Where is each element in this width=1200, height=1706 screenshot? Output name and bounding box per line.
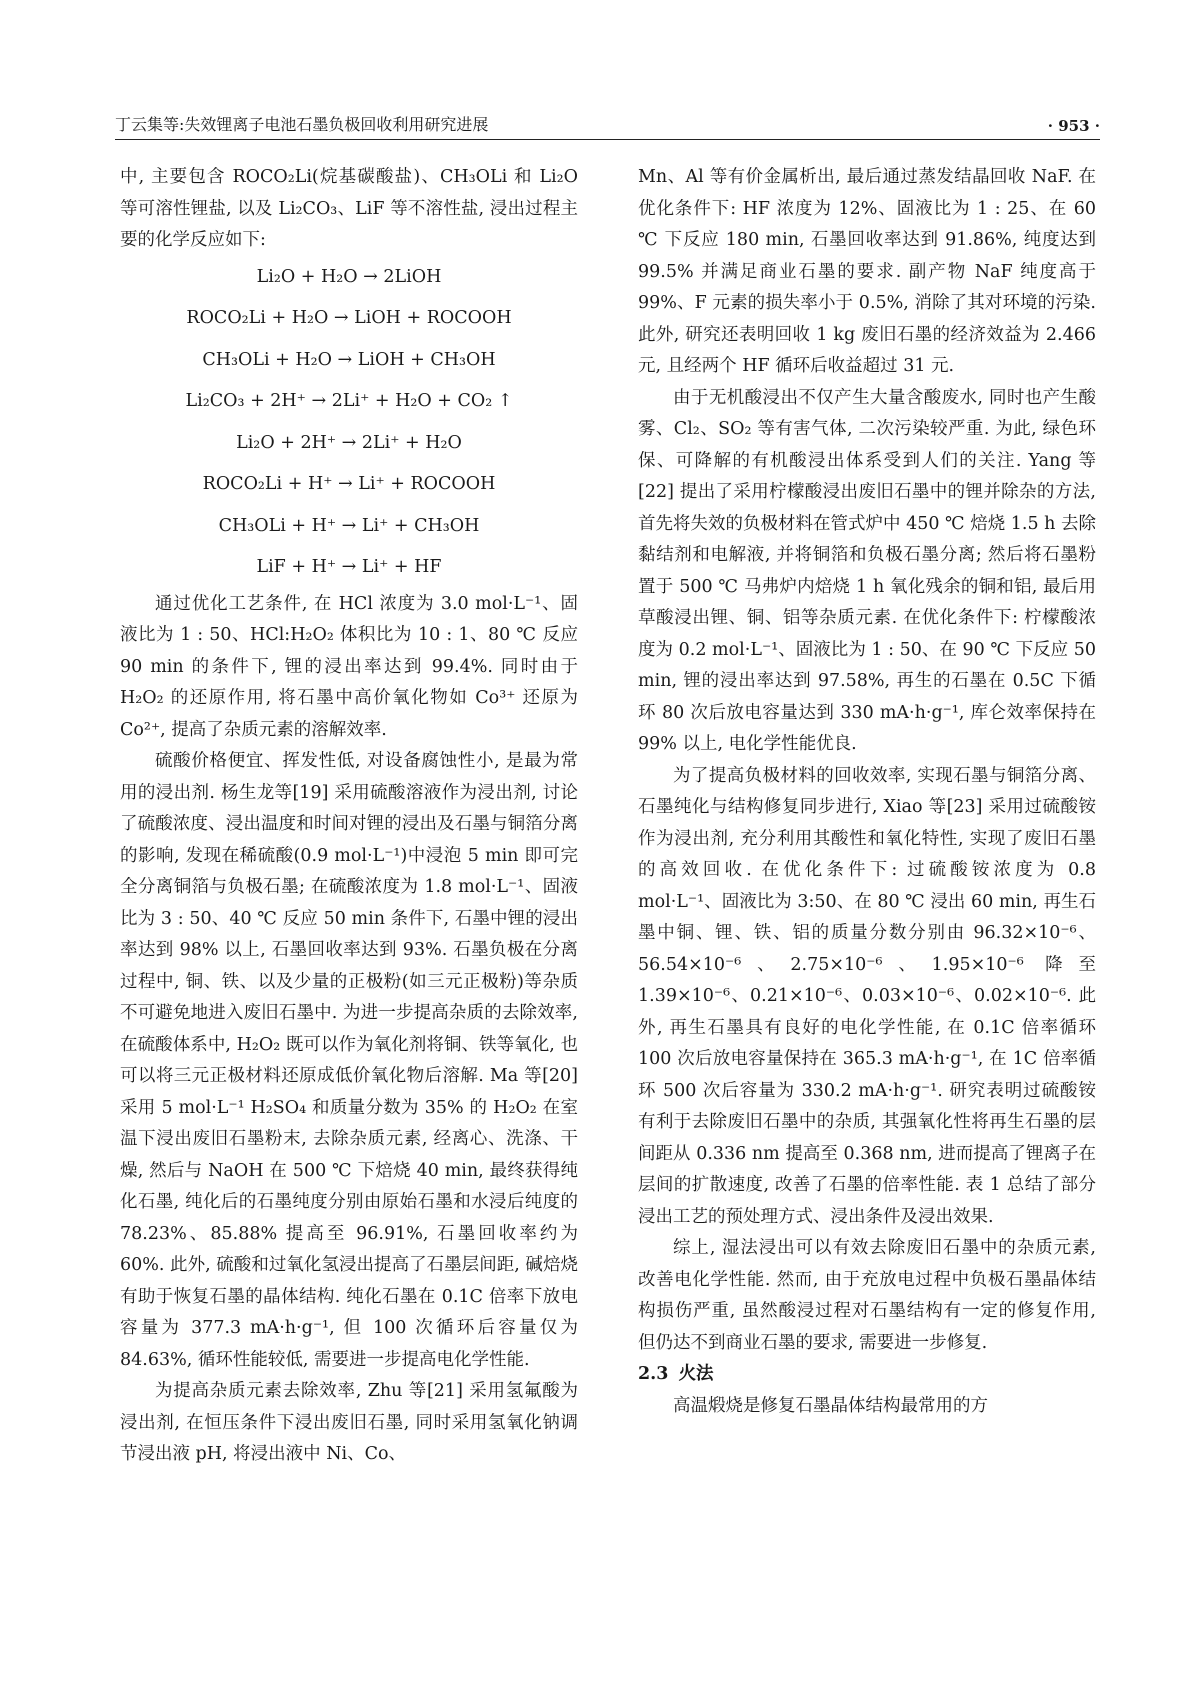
paragraph: 高温煅烧是修复石墨晶体结构最常用的方 bbox=[673, 1395, 988, 1416]
running-title: 丁云集等:失效锂离子电池石墨负极回收利用研究进展 bbox=[115, 115, 489, 134]
paragraph: Mn、Al 等有价金属析出, 最后通过蒸发结晶回收 NaF. 在优化条件下: HF 浓度为 12%、固液比为 1 : 25、在 60 ℃ 下反应 180 min, 石墨回收率达到 91.86%, 纯度达到 99.5% 并满足商业石墨的要求. 副产物 NaF 纯度高于 99%、F 元素的损失率小于 0.5%, 消除了其对环境的污染. 此外, 研究还表明回收 1 kg 废旧石墨的经济效益为 2.466 元, 且经两个 HF 循环后收益超过 31 元. bbox=[638, 167, 1096, 376]
left-column bbox=[120, 162, 578, 1471]
paragraph: 为提高杂质元素去除效率, Zhu 等[21] 采用氢氟酸为浸出剂, 在恒压条件下浸出废旧石墨, 同时采用氢氧化钠调节浸出液 pH, 将浸出液中 Ni、Co、 bbox=[120, 1381, 578, 1464]
equation: Li₂CO₃ + 2H⁺ → 2Li⁺ + H₂O + CO₂ ↑ bbox=[185, 391, 513, 411]
right-column bbox=[638, 162, 1096, 1422]
section-title: 火法 bbox=[678, 1364, 714, 1384]
equation-block bbox=[120, 257, 578, 589]
section-heading bbox=[638, 1359, 1096, 1391]
equation: Li₂O + H₂O → 2LiOH bbox=[256, 266, 442, 287]
paragraph: 中, 主要包含 ROCO₂Li(烷基碳酸盐)、CH₃OLi 和 Li₂O 等可溶性锂盐, 以及 Li₂CO₃、LiF 等不溶性盐, 浸出过程主要的化学反应如下: bbox=[120, 167, 578, 250]
equation: LiF + H⁺ → Li⁺ + HF bbox=[256, 557, 442, 577]
equation: Li₂O + 2H⁺ → 2Li⁺ + H₂O bbox=[236, 432, 462, 453]
running-header bbox=[115, 110, 1100, 140]
paragraph: 为了提高负极材料的回收效率, 实现石墨与铜箔分离、石墨纯化与结构修复同步进行, Xiao 等[23] 采用过硫酸铵作为浸出剂, 充分利用其酸性和氧化特性, 实现了废旧石墨的高效回收. 在优化条件下: 过硫酸铵浓度为 0.8 mol·L⁻¹、固液比为 3:50、在 80 ℃ 浸出 60 min, 再生石墨中铜、锂、铁、铝的质量分数分别由 96.32×10⁻⁶、56.54×10⁻⁶、2.75×10⁻⁶、1.95×10⁻⁶ 降至 1.39×10⁻⁶、0.21×10⁻⁶、0.03×10⁻⁶、0.02×10⁻⁶. 此外, 再生石墨具有良好的电化学性能, 在 0.1C 倍率循环 100 次后放电容量保持在 365.3 mA·h·g⁻¹, 在 1C 倍率循环 500 次后容量为 330.2 mA·h·g⁻¹. 研究表明过硫酸铵有利于去除废旧石墨中的杂质, 其强氧化性将再生石墨的层间距从 0.336 nm 提高至 0.368 nm, 进而提高了锂离子在层间的扩散速度, 改善了石墨的倍率性能. 表 1 总结了部分浸出工艺的预处理方式、浸出条件及浸出效果. bbox=[638, 765, 1096, 1227]
equation: ROCO₂Li + H₂O → LiOH + ROCOOH bbox=[186, 308, 512, 328]
equation: CH₃OLi + H⁺ → Li⁺ + CH₃OH bbox=[218, 515, 480, 536]
page-number: · 953 · bbox=[1047, 117, 1100, 135]
equation: ROCO₂Li + H⁺ → Li⁺ + ROCOOH bbox=[202, 474, 496, 494]
paragraph: 硫酸价格便宜、挥发性低, 对设备腐蚀性小, 是最为常用的浸出剂. 杨生龙等[19] 采用硫酸溶液作为浸出剂, 讨论了硫酸浓度、浸出温度和时间对锂的浸出及石墨与铜箔分离的影响, 发现在稀硫酸(0.9 mol·L⁻¹)中浸泡 5 min 即可完全分离铜箔与负极石墨; 在硫酸浓度为 1.8 mol·L⁻¹、固液比为 3 : 50、40 ℃ 反应 50 min 条件下, 石墨中锂的浸出率达到 98% 以上, 石墨回收率达到 93%. 石墨负极在分离过程中, 铜、铁、以及少量的正极粉(如三元正极粉)等杂质不可避免地进入废旧石墨中. 为进一步提高杂质的去除效率, 在硫酸体系中, H₂O₂ 既可以作为氧化剂将铜、铁等氧化, 也可以将三元正极材料还原成低价氧化物后溶解. Ma 等[20] 采用 5 mol·L⁻¹ H₂SO₄ 和质量分数为 35% 的 H₂O₂ 在室温下浸出废旧石墨粉末, 去除杂质元素, 经离心、洗涤、干燥, 然后与 NaOH 在 500 ℃ 下焙烧 40 min, 最终获得纯化石墨, 纯化后的石墨纯度分别由原始石墨和水浸后纯度的 78.23%、85.88% 提高至 96.91%, 石墨回收率约为 60%. 此外, 硫酸和过氧化氢浸出提高了石墨层间距, 碱焙烧有助于恢复石墨的晶体结构. 纯化石墨在 0.1C 倍率下放电容量为 377.3 mA·h·g⁻¹, 但 100 次循环后容量仅为 84.63%, 循环性能较低, 需要进一步提高电化学性能. bbox=[120, 751, 578, 1370]
section-number: 2.3 bbox=[638, 1364, 669, 1384]
paragraph: 综上, 湿法浸出可以有效去除废旧石墨中的杂质元素, 改善电化学性能. 然而, 由于充放电过程中负极石墨晶体结构损伤严重, 虽然酸浸过程对石墨结构有一定的修复作用, 但仍达不到商业石墨的要求, 需要进一步修复. bbox=[638, 1238, 1096, 1353]
paragraph: 通过优化工艺条件, 在 HCl 浓度为 3.0 mol·L⁻¹、固液比为 1 : 50、HCl:H₂O₂ 体积比为 10 : 1、80 ℃ 反应 90 min 的条件下, 锂的浸出率达到 99.4%. 同时由于 H₂O₂ 的还原作用, 将石墨中高价氧化物如 Co³⁺ 还原为 Co²⁺, 提高了杂质元素的溶解效率. bbox=[120, 593, 578, 740]
paragraph: 由于无机酸浸出不仅产生大量含酸废水, 同时也产生酸雾、Cl₂、SO₂ 等有害气体, 二次污染较严重. 为此, 绿色环保、可降解的有机酸浸出体系受到人们的关注. Yang 等[22] 提出了采用柠檬酸浸出废旧石墨中的锂并除杂的方法, 首先将失效的负极材料在管式炉中 450 ℃ 焙烧 1.5 h 去除黏结剂和电解液, 并将铜箔和负极石墨分离; 然后将石墨粉置于 500 ℃ 马弗炉内焙烧 1 h 氧化残余的铜和铝, 最后用草酸浸出锂、铜、铝等杂质元素. 在优化条件下: 柠檬酸浓度为 0.2 mol·L⁻¹、固液比为 1 : 50、在 90 ℃ 下反应 50 min, 锂的浸出率达到 97.58%, 再生的石墨在 0.5C 下循环 80 次后放电容量达到 330 mA·h·g⁻¹, 库仑效率保持在 99% 以上, 电化学性能优良. bbox=[638, 387, 1096, 754]
equation: CH₃OLi + H₂O → LiOH + CH₃OH bbox=[202, 349, 496, 370]
